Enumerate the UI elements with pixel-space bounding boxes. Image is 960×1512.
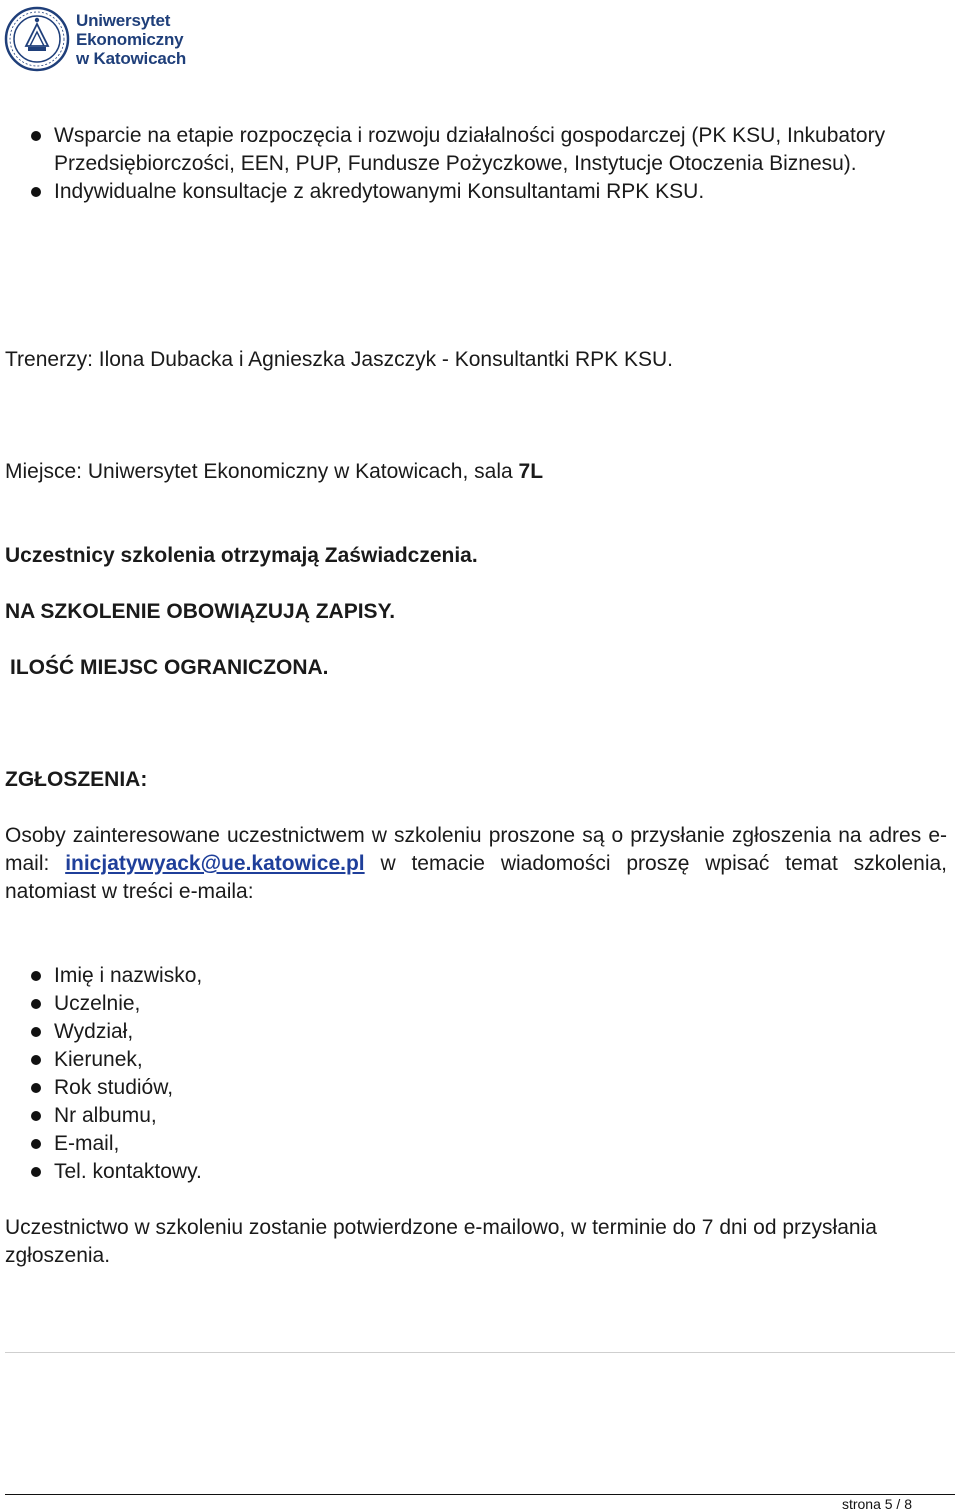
applications-heading: ZGŁOSZENIA: — [5, 768, 148, 791]
bullet-icon — [31, 999, 41, 1009]
limited-text: ILOŚĆ MIEJSC OGRANICZONA. — [10, 656, 329, 679]
list-item — [5, 962, 947, 990]
list-item-text: Wydział, — [54, 1020, 134, 1043]
limited-paragraph — [10, 654, 952, 682]
logo-line-1: Uniwersytet — [76, 10, 171, 30]
bullet-icon — [31, 1167, 41, 1177]
room-number: 7L — [518, 460, 544, 483]
place-paragraph — [5, 458, 947, 486]
bullet-icon — [31, 1111, 41, 1121]
email-link[interactable]: inicjatywyack@ue.katowice.pl — [65, 852, 365, 875]
applications-text — [5, 822, 947, 906]
list-item-text: Imię i nazwisko, — [54, 964, 203, 987]
list-item-text: Nr albumu, — [54, 1104, 157, 1127]
list-item — [5, 178, 947, 206]
bullet-icon — [31, 971, 41, 981]
trainers-text: Trenerzy: Ilona Dubacka i Agnieszka Jaszczyk - Konsultantki RPK KSU. — [5, 348, 674, 371]
confirmation-paragraph — [5, 1214, 947, 1270]
list-item-text: Tel. kontaktowy. — [54, 1160, 202, 1183]
trainers-paragraph — [5, 346, 947, 374]
support-list-block — [5, 122, 947, 206]
required-fields-list — [5, 962, 947, 1186]
bullet-icon — [31, 131, 41, 141]
required-fields-block — [5, 962, 947, 1186]
applications-text-before: Osoby zainteresowane uczestnictwem w szkoleniu proszone są o przysłanie zgłoszenia na adres e-mail: — [5, 824, 947, 875]
support-list — [5, 122, 947, 206]
list-item-text: Kierunek, — [54, 1048, 143, 1071]
place-line — [5, 458, 947, 486]
list-item — [5, 1018, 947, 1046]
bullet-icon — [31, 1027, 41, 1037]
content-divider — [5, 1352, 955, 1353]
certificate-paragraph — [5, 542, 947, 570]
list-item-text: Indywidualne konsultacje z akredytowanymi Konsultantami RPK KSU. — [54, 180, 705, 203]
footer-divider — [5, 1494, 955, 1495]
bullet-icon — [31, 1139, 41, 1149]
logo-line-2: Ekonomiczny — [76, 29, 184, 49]
list-item-text: Wsparcie na etapie rozpoczęcia i rozwoju działalności gospodarczej (PK KSU, Inkubatory Przedsiębiorczości, EEN, PUP, Fundusze Pożyczkowe, Instytucje Otoczenia Biznesu). — [54, 124, 886, 175]
page-number: strona 5 / 8 — [841, 1496, 912, 1512]
place-text: Miejsce: Uniwersytet Ekonomiczny w Katowicach, sala — [5, 460, 519, 483]
bullet-icon — [31, 187, 41, 197]
list-item — [5, 990, 947, 1018]
university-name — [76, 11, 186, 68]
enrollment-paragraph — [5, 598, 947, 626]
list-item — [5, 1158, 947, 1186]
bullet-icon — [31, 1083, 41, 1093]
list-item — [5, 1102, 947, 1130]
applications-heading-block — [5, 766, 947, 794]
university-logo — [4, 4, 186, 74]
bullet-icon — [31, 1055, 41, 1065]
list-item-text: Uczelnie, — [54, 992, 141, 1015]
list-item-text: E-mail, — [54, 1132, 120, 1155]
list-item — [5, 1074, 947, 1102]
list-item — [5, 1130, 947, 1158]
confirmation-text: Uczestnictwo w szkoleniu zostanie potwierdzone e-mailowo, w terminie do 7 dni od przysłania zgłoszenia. — [5, 1216, 877, 1267]
university-seal-icon — [4, 6, 70, 72]
list-item-text: Rok studiów, — [54, 1076, 174, 1099]
logo-line-3: w Katowicach — [76, 48, 187, 68]
list-item — [5, 1046, 947, 1074]
applications-paragraph — [5, 822, 947, 906]
list-item — [5, 122, 947, 178]
certificate-text: Uczestnicy szkolenia otrzymają Zaświadczenia. — [5, 544, 478, 567]
enrollment-text: NA SZKOLENIE OBOWIĄZUJĄ ZAPISY. — [5, 600, 396, 623]
applications-text-after: w temacie wiadomości proszę wpisać temat szkolenia, natomiast w treści e-maila: — [5, 852, 947, 903]
